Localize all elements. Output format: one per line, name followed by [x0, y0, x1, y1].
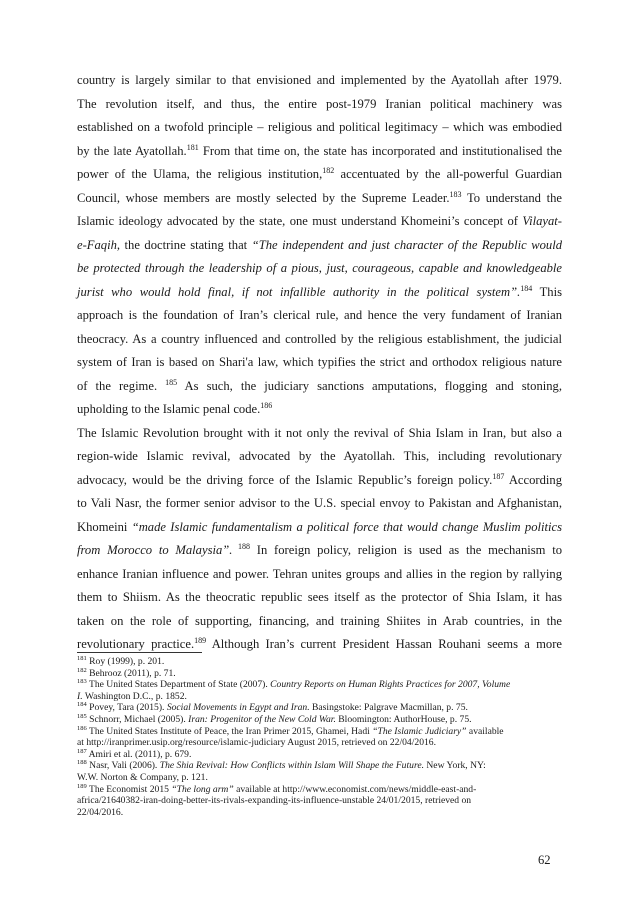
- italic-text: “The Islamic Judiciary”: [372, 725, 467, 737]
- text-run: New York, NY:: [423, 760, 486, 772]
- italic-text: I.: [77, 690, 83, 702]
- body-line: [77, 330, 562, 348]
- body-line: [77, 400, 562, 418]
- italic-text: “The independent and just character of the Republic would: [251, 237, 562, 252]
- text-run: Amiri et al. (2011), p. 679.: [86, 748, 192, 760]
- footnote-line: [77, 691, 562, 702]
- footnote-line: [77, 714, 562, 725]
- footnote-line: [77, 784, 562, 795]
- body-line: [77, 612, 562, 630]
- body-line: [77, 212, 562, 230]
- footnote-ref: 189: [77, 782, 87, 790]
- body-line: [77, 494, 562, 512]
- body-line: [77, 541, 562, 559]
- text-run: advocacy, would be the driving force of the Islamic Republic’s foreign policy.: [77, 472, 493, 487]
- body-line: [77, 377, 562, 395]
- body-line: [77, 518, 562, 536]
- text-run: the doctrine stating that: [120, 237, 252, 252]
- text-run: This: [532, 284, 562, 299]
- text-run: 22/04/2016.: [77, 806, 124, 818]
- footnote-ref: 185: [77, 712, 87, 720]
- footnote-line: [77, 679, 562, 690]
- text-run: Behrooz (2011), p. 71.: [86, 667, 176, 679]
- body-line: [77, 165, 562, 183]
- text-run: region-wide Islamic revival, advocated by the Ayatollah. This, including revolutionary: [77, 449, 562, 463]
- text-run: Council, whose members are mostly selected by the Supreme Leader.: [77, 190, 450, 205]
- footnote-line: [77, 749, 562, 760]
- body-line: [77, 588, 562, 606]
- body-line: [77, 471, 562, 489]
- text-run: at http://iranprimer.usip.org/resource/islamic-judiciary August 2015, retrieved on 22/04/2016.: [77, 737, 436, 749]
- text-run: Washington D.C., p. 1852.: [82, 690, 187, 702]
- footnote-ref: 184: [77, 701, 87, 709]
- body-line: [77, 95, 562, 113]
- text-run: From that time on, the state has incorporated and institutionalised the: [198, 143, 562, 158]
- text-run: power of the Ulama, the religious institution,: [77, 167, 323, 181]
- text-run: Islamic ideology advocated by the state, one must understand Khomeini’s concept of: [77, 214, 523, 228]
- text-run: The United States Institute of Peace, the Iran Primer 2015, Ghamei, Hadi: [86, 725, 373, 737]
- footnote-ref: 182: [77, 666, 87, 674]
- body-line: [77, 236, 562, 254]
- body-line: [77, 283, 562, 301]
- text-run: revolutionary practice.: [77, 637, 195, 651]
- text-run: Khomeini: [77, 519, 132, 534]
- footnote-ref: 188: [77, 759, 87, 767]
- body-line: [77, 353, 562, 371]
- text-run: Schnorr, Michael (2005).: [86, 714, 189, 725]
- text-run: Povey, Tara (2015).: [86, 702, 167, 714]
- italic-text: “The long arm”: [171, 783, 234, 795]
- text-run: by the late Ayatollah.: [77, 143, 187, 158]
- footnote-ref: 185: [165, 377, 178, 387]
- italic-text: Iran: Progenitor of the New Cold War.: [188, 714, 336, 725]
- body-line: [77, 565, 562, 583]
- text-run: available at http://www.economist.com/news/middle-east-and-: [233, 783, 477, 795]
- body-line: [77, 424, 562, 442]
- text-run: As such, the judiciary sanctions amputations, flogging and stoning,: [177, 378, 562, 393]
- body-line: [77, 306, 562, 324]
- footnote-ref: 184: [520, 283, 533, 293]
- body-line: [77, 71, 562, 89]
- italic-text: The Shia Revival: How Conflicts within Islam Will Shape the Future.: [159, 760, 424, 772]
- text-run: The Economist 2015: [86, 783, 172, 795]
- italic-text: from Morocco to Malaysia”.: [77, 543, 233, 557]
- text-run: To understand the: [461, 190, 562, 205]
- footnote-ref: 181: [186, 142, 199, 152]
- text-run: Basingstoke: Palgrave Macmillan, p. 75.: [309, 702, 468, 714]
- text-run: country is largely similar to that envisioned and implemented by the Ayatollah after 1979.: [77, 73, 562, 87]
- text-run: Although Iran’s current President Hassan Rouhani seems a more: [206, 637, 562, 651]
- body-line: [77, 635, 562, 653]
- footnote-ref: 183: [77, 678, 87, 685]
- footnote-line: [77, 760, 562, 771]
- italic-text: e-Faqih,: [77, 237, 121, 252]
- body-line: [77, 259, 562, 277]
- italic-text: “made Islamic fundamentalism a political force that would change Muslim politics: [131, 519, 562, 534]
- text-run: Nasr, Vali (2006).: [86, 760, 160, 772]
- footnote-ref: 188: [232, 541, 251, 551]
- footnote-separator: [77, 652, 202, 653]
- footnote-ref: 182: [322, 165, 335, 175]
- text-run: theocracy. As a country influenced and controlled by the religious establishment, the judicial: [77, 331, 562, 346]
- footnote-ref: 189: [194, 635, 207, 645]
- text-run: to Vali Nasr, the former senior advisor to the U.S. special envoy to Pakistan and Afghanistan,: [77, 496, 562, 510]
- body-line: [77, 118, 562, 136]
- footnote-line: [77, 656, 562, 667]
- text-run: According: [504, 472, 562, 487]
- footnote-ref: 187: [492, 471, 505, 481]
- italic-text: Country Reports on Human Rights Practices for 2007, Volume: [270, 679, 511, 691]
- footnote-ref: 187: [77, 747, 87, 755]
- text-run: The Islamic Revolution brought with it not only the revival of Shia Islam in Iran, but also a: [77, 425, 562, 440]
- body-line: [77, 142, 562, 160]
- text-run: upholding to the Islamic penal code.: [77, 402, 261, 416]
- page-number: 62: [538, 853, 551, 867]
- footnote-line: [77, 737, 562, 748]
- footnote-line: [77, 702, 562, 713]
- text-run: approach is the foundation of Iran’s clerical rule, and hence the very fundament of Iranian: [77, 308, 562, 322]
- text-run: W.W. Norton & Company, p. 121.: [77, 772, 208, 783]
- text-run: The United States Department of State (2007).: [86, 679, 271, 691]
- footnote-ref: 181: [77, 654, 87, 662]
- footnote-line: [77, 726, 562, 737]
- body-line: [77, 447, 562, 465]
- text-run: accentuated by the all-powerful Guardian: [334, 167, 562, 181]
- italic-text: Vilayat-: [522, 214, 562, 228]
- text-run: of the regime.: [77, 378, 166, 393]
- footnote-line: [77, 807, 562, 818]
- text-run: taken on the role of supporting, financing, and training Shiites in Arab countries, in the: [77, 613, 562, 628]
- text-run: The revolution itself, and thus, the entire post-1979 Iranian political machinery was: [77, 96, 562, 111]
- text-run: enhance Iranian influence and power. Tehran unites groups and allies in the region by rallying: [77, 566, 562, 581]
- text-run: them to Shiism. As the theocratic republic sees itself as the protector of Shia Islam, it has: [77, 590, 562, 604]
- text-run: Bloomington: AuthorHouse, p. 75.: [335, 714, 472, 725]
- text-run: africa/21640382-iran-doing-better-its-rivals-expanding-its-influence-unstable 24/01/2015, retrieved on: [77, 795, 472, 807]
- footnote-ref: 186: [260, 400, 273, 410]
- footnote-ref: 186: [77, 724, 87, 732]
- text-run: established on a twofold principle – religious and political legitimacy – which was embodied: [77, 120, 562, 134]
- italic-text: be protected through the leadership of a pious, just, courageous, capable and knowledgeable: [77, 261, 562, 275]
- body-line: [77, 189, 562, 207]
- text-run: system of Iran is based on Shari'a law, which typifies the strict and orthodox religious nature: [77, 355, 562, 369]
- italic-text: jurist who would hold final, if not infallible authority in the political system”.: [77, 284, 521, 299]
- text-run: available: [466, 725, 504, 737]
- text-run: In foreign policy, religion is used as the mechanism to: [250, 543, 562, 557]
- footnote-line: [77, 795, 562, 806]
- footnote-line: [77, 772, 562, 783]
- footnote-ref: 183: [449, 189, 462, 199]
- italic-text: Social Movements in Egypt and Iran.: [166, 702, 310, 714]
- text-run: Roy (1999), p. 201.: [86, 656, 165, 667]
- footnote-line: [77, 668, 562, 679]
